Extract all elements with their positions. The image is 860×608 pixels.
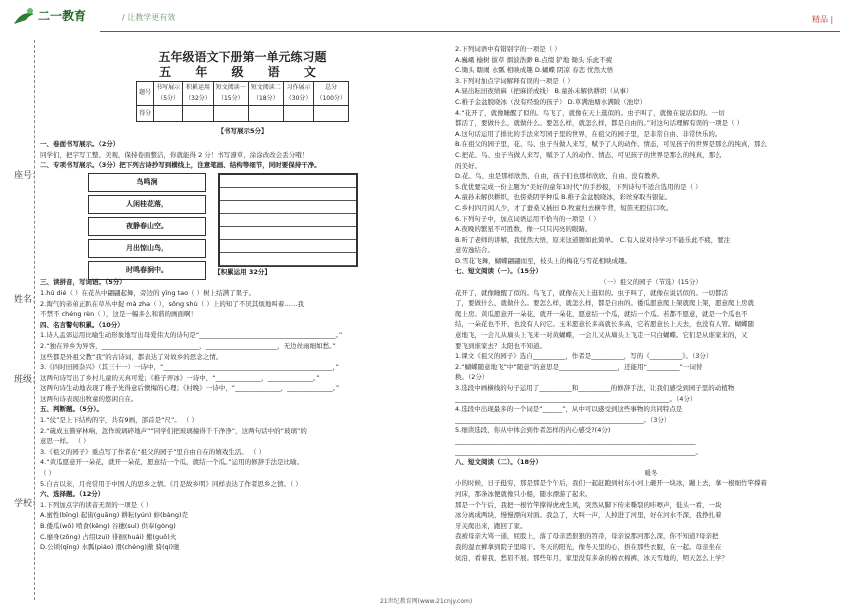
- text-line: 爬上房。黄瓜愿意开一朵花，就开一朵花，愿意结一个瓜，就结一个瓜。若都不愿意，就是一个瓜也不: [455, 309, 748, 318]
- text-line: 4.“黄瓜愿意开一朵花，就开一朵花，愿意结一个瓜，就结一个瓜。”运用的修辞手法是比喻。: [40, 458, 304, 467]
- text-line: （一）祖父的园子（节选）(15分）: [600, 278, 702, 287]
- badge-label: 精品: [812, 15, 828, 24]
- quality-badge: 精品 |: [812, 15, 834, 24]
- text-line: __________________________________________________________________________。: [455, 447, 702, 456]
- text-line: A.夜晚的繁星不可胜数，像一只只闪亮的眼睛。: [455, 225, 592, 234]
- text-line: __________________________________________________________。（3分）: [455, 415, 671, 424]
- score-header-cell: 题号: [137, 82, 154, 106]
- grid-row[interactable]: [220, 201, 356, 214]
- slogan: / 让教学更有效: [122, 13, 176, 22]
- text-line: 3.《祖父的园子》重点写了作者在“祖父的园子”里自由自在的嬉戏生活。 （ ）: [40, 447, 266, 456]
- poem-line: 夜静春山空。: [88, 217, 206, 236]
- score-label-cell: 得分: [137, 106, 154, 122]
- text-line: A.童孙未解供耕织，也傍桑阴学种瓜 B.稚子金盆脱晓冰，彩丝穿取当银钲。: [455, 193, 672, 202]
- grid-row[interactable]: [220, 188, 356, 201]
- text-line: 5.优优要完成一份主题为“美好的童年1时代”的手抄报，下列诗句不适合选用的是（ ）: [455, 182, 702, 191]
- grid-row[interactable]: [220, 240, 356, 253]
- class-label: 班级：: [14, 375, 42, 385]
- text-line: 二、专项书写展示。（3分）把下列古诗抄写到横线上，注意笔画、结构等细节，同时要保持干净。: [40, 161, 321, 170]
- text-line: 三、读拼音，写词语。（5分）: [40, 278, 126, 287]
- exam-title: 五年级语文下册第一单元练习题: [158, 50, 327, 64]
- left-column: [40, 44, 445, 553]
- text-line: 1.下列加点字的读音无误的一项是（ ）: [40, 500, 153, 509]
- text-line: A.这句话运用了排比的手法来写园子里的世界，在祖父的园子里，是非常自由、非常快乐的。: [455, 129, 722, 138]
- text-line: 1.hú dié（ ）在花丛中翩翩起舞，旁边的 yīng tao（ ）树上结满了果子。: [40, 288, 256, 297]
- text-line: 意思一样。 （ ）: [40, 437, 90, 446]
- score-blank-cell[interactable]: [248, 106, 283, 122]
- score-header-cell: 总分 （100分）: [314, 82, 348, 106]
- poem-line: 月出惊山鸟，: [88, 239, 206, 258]
- writing-section-head: 【书写展示5分】: [217, 127, 268, 136]
- text-line: 要飞到谁家去？太阳也不知道。: [455, 341, 546, 350]
- text-line: 2.“独在异乡为异客，______________________________，______________________，无边丝雨细如愁。”: [40, 341, 336, 350]
- text-line: 都活了，要做什么，就做什么。要怎么样，就怎么样，都是自由的。”对这句话理解有误的一项是（ ）: [455, 119, 744, 128]
- score-header-cell: 短文阅读二 （18分）: [248, 82, 283, 106]
- copy-grid[interactable]: [218, 173, 358, 267]
- text-line: __________________________________________________________________。（4分）: [455, 394, 697, 403]
- text-line: 1.诗人孟郊运用比喻生动形象地写出母爱伟大的诗句是“__________________________________________。”: [40, 331, 343, 340]
- accum-section-head: 【积累运用 32分】: [214, 267, 271, 276]
- text-line: 一、卷面书写展示。（2分）: [40, 139, 120, 148]
- text-line: 5.自古以来，月亮常用于中国人的思乡之情。《月是故乡明》同样表达了作者思乡之情。（ ）: [40, 479, 302, 488]
- text-line: 的美好。: [455, 161, 481, 170]
- poem-line: 人闲桂花落，: [88, 195, 206, 214]
- text-line: 换。（2分）: [455, 373, 489, 382]
- text-line: 3.选段中画横线的句子运用了__________和__________的修辞手法，让我们感受到园子里的动植物: [455, 384, 735, 392]
- text-line: __________________________________________________________________________: [455, 436, 696, 445]
- name-label: 姓名：: [14, 295, 42, 305]
- text-line: 七、短文阅读（一）。（15分）: [455, 267, 543, 276]
- text-line: 4.选段中出现最多的一个词是“______”，从中可以感受到这些事物的共同特点是: [455, 405, 683, 414]
- text-line: 3.下列对加点字词解释有误的一项是（ ）: [455, 76, 574, 85]
- text-line: B.听了老师的讲解，我恍然大悟，原来这道题如此简单。 C.有人说对待学习不能乐此不疲，要注: [455, 235, 731, 244]
- text-line: 2.“蝴蝶随意地飞”中“随意”的意思是__________________，还能用“__________”一词替: [455, 362, 703, 371]
- text-line: 4.“花开了，就像睡醒了似的。鸟飞了，就像在天上逛似的。虫子叫了，就像在说话似的。一切: [455, 108, 725, 117]
- text-line: 那是一个午后，我把一根竹竿撑得虎虎生风，突然从脚下传来嘶裂的咔嚓声，低头一看，一块: [455, 500, 722, 509]
- text-line: 五、判断题。（5分）。: [40, 405, 104, 414]
- text-line: C.稚子金盆脱晓冰（没有经验的孩子） D.草满池塘水满陂（池岸）: [455, 97, 647, 106]
- score-blank-cell[interactable]: [183, 106, 214, 122]
- text-line: 意地飞，一会儿从墙头上飞来一对黄蝴蝶，一会儿又从墙头上飞走一只白蝴蝶。它们是从谁家来的，又: [455, 331, 748, 340]
- text-line: C.把花、鸟、虫子当做人来写，赋予了人的动作、情态，可见孩子的世界是那么的纯真，那么: [455, 150, 722, 159]
- text-line: 5.细读选段，你从中体会到作者怎样的内心感受?(4分): [455, 426, 611, 435]
- score-header-cell: 书写展示 （5分）: [154, 82, 183, 106]
- text-line: 四、名言警句积累。（10分）: [40, 320, 124, 329]
- top-bar: [0, 0, 860, 34]
- text-line: 2.“箴成玉簪穿林响，忽作玻璃碎地声”“同学们把玻璃撞得千千净净”，这两句话中的“玻璃”的: [40, 426, 307, 435]
- text-line: 1.“仗”是上下结构的字，共有9画，部首是“尺”。 （ ）: [40, 416, 198, 425]
- text-line: C.乡村四月闲人少，才了蚕桑又插田 D.牧童归去横牛背，短笛无腔信口吹。: [455, 203, 673, 212]
- logo-text: 二一教育: [38, 9, 87, 23]
- text-line: 6.下列句子中，加点词语运用不恰当的一项是（ ）: [455, 214, 600, 223]
- text-line: 这两句诗写出了乡村儿童的天真可爱；《稚子弄冰》一诗中，“______________，______________。”: [40, 373, 320, 382]
- text-line: 牙关爬出来，跑回了家。: [455, 521, 527, 530]
- text-line: 同学们，把字写工整、美观，保持卷面整洁，你就能得 2 分！书写潦草，涂涂改改会丢分哦！: [40, 150, 309, 159]
- school-label: 学校：: [14, 499, 42, 509]
- text-line: A.昼出耘田夜绩麻（把麻搓成线） B.童孙未解供耕织（从事）: [455, 87, 633, 96]
- text-line: 这两句诗生动地表现了稚子先得意后懊悔的心理；《村晚》一诗中，“______________，______________。”: [40, 384, 340, 393]
- text-line: 1.课文《祖父的园子》选自__________，作者是__________，写的《__________》。（3分）: [455, 352, 713, 361]
- header-rule: [100, 31, 840, 32]
- seat-label: 座号：: [14, 171, 42, 181]
- text-line: D.雪花飞舞，蝴蝶翩翩而至，枝头上的梅花与雪花相映成趣。: [455, 256, 632, 265]
- text-line: 3.《四时田园杂兴》（其三十一）一诗中，“____________________________________________________，”: [40, 363, 339, 372]
- text-line: 了，要做什么，就做什么。要怎么样，就怎么样，都是自由的。倭瓜愿意爬上架就爬上架，愿意爬上房就: [455, 299, 754, 308]
- score-blank-cell[interactable]: [314, 106, 348, 122]
- text-line: 小的时候，日子挺穷，那是那是个午后，我们一起赶跑到村东小河上砸开一块冰，蹦上去，拿一根细竹竿撑着: [455, 479, 767, 488]
- binding-line: [34, 40, 36, 600]
- score-header-cell: 习作展示 （30分）: [283, 82, 314, 106]
- text-line: 花开了，就像睡醒了似的。鸟飞了，就像在天上逛似的。虫子叫了，就像在说话似的。一切都活: [455, 288, 728, 297]
- text-line: 2.淘气的弟弟正趴在草丛中捉 mà zha（ ），sōng shù（ ）上的知了不厌其烦地叫着……我: [40, 299, 304, 308]
- grid-row[interactable]: [220, 175, 356, 188]
- text-line: D.花、鸟、虫是那样欣然、自由，孩子们也那样欣欣、自由、没有教养。: [455, 172, 664, 181]
- text-line: 意劳逸结合。: [455, 246, 494, 255]
- text-line: D.公顷(qīng) 水瓢(piáo) 滑(chéng)澈 骑(qí)驰: [40, 543, 180, 552]
- score-header-cell: 积累运用 （32分）: [183, 82, 214, 106]
- text-line: （ ）: [40, 469, 56, 478]
- text-line: 炕沿，看着我，愁眉不展。那些年月，家里没有多余的棉衣棉裤，冰天雪地的，明天怎么上学？: [455, 553, 728, 562]
- text-line: 六、选择题。（12分）: [40, 490, 105, 499]
- text-line: 这两句诗表现出牧童的悠闲自在。: [40, 394, 138, 403]
- score-table: [136, 81, 349, 122]
- score-blank-cell[interactable]: [213, 106, 248, 122]
- text-line: 暖冬: [644, 468, 658, 477]
- exam-subtitle: 五 年 级 语 文: [159, 64, 326, 79]
- text-line: 冰分离成两块，慢慢漂向对面。我急了，大叫一声，人掉进了河里，好在河水不深，我挣扎着: [455, 511, 722, 520]
- text-line: B.在祖父的园子里，花、鸟、虫子当做人来写，赋予了人的动作、情态，可见孩子的世界是那么的纯真，那么: [455, 140, 768, 149]
- score-blank-cell[interactable]: [283, 106, 314, 122]
- text-line: 八、短文阅读（二）。（18分）: [455, 458, 543, 467]
- poem-box: [88, 173, 206, 283]
- slogan-text: 让教学更有效: [127, 13, 176, 22]
- grid-row[interactable]: [220, 227, 356, 240]
- text-line: B.倭瓜(wō) 啃食(kěng) 谷穗(suì) 供奉(gòng): [40, 522, 176, 530]
- score-header-cell: 短文阅读一 （15分）: [213, 82, 248, 106]
- text-line: 我的湿衣裤拿到院子里晾干。冬天的阳光，像冬天里的心，捂在那些衣服，在一起。母亲坐在: [455, 542, 722, 551]
- text-line: C.靡身(zōng) 占绍(zuì) 徘徊(huái) 搬(guō)火: [40, 532, 177, 541]
- text-line: 河床，那条冰便就像只小船，随水漂游了起来。: [455, 489, 592, 498]
- text-line: C.锄头 瞎闹 水瓢 相映成趣 D.蝴蝶 阴凉 春恋 忧然大悟: [455, 66, 614, 75]
- poem-line: 鸟鸣涧: [88, 173, 206, 192]
- grid-row[interactable]: [220, 214, 356, 227]
- text-line: 这些都是外祖父教“我”的古诗词，都表达了对故乡的思念之情。: [40, 352, 223, 361]
- footer-text: 21世纪教育网(www.21cnjy.com): [380, 598, 473, 605]
- poem-line: 时鸣春涧中。: [88, 261, 206, 280]
- text-line: 不禁不 chéng rèn（ ），这是一幅多么和谐的画面啊！: [40, 310, 198, 319]
- text-line: 我被母亲大骂一通，屁股上，落了母亲恶狠狠的笤帚，母亲说那河那么深，你不知道?母亲把: [455, 532, 719, 541]
- text-line: 2.下列词语中有错别字的一项是（ ）: [455, 45, 561, 53]
- right-column: [455, 44, 847, 563]
- score-blank-cell[interactable]: [154, 106, 183, 122]
- grid-row[interactable]: [220, 253, 356, 266]
- text-line: A.蜜性(bīng) 起街(guāng) 耕耘(yún) 蚌(bàng)壳: [40, 511, 188, 520]
- text-line: A.巍峨 榆树 拔草 烟波浩渺 B.点缀 铲地 锄头 乐此不疲: [455, 55, 613, 64]
- text-line: 结，一朵花也不开，也没有人问它。玉米愿意长多高就长多高，它若愿意长上天去，也没有人管。蝴蝶随: [455, 320, 754, 329]
